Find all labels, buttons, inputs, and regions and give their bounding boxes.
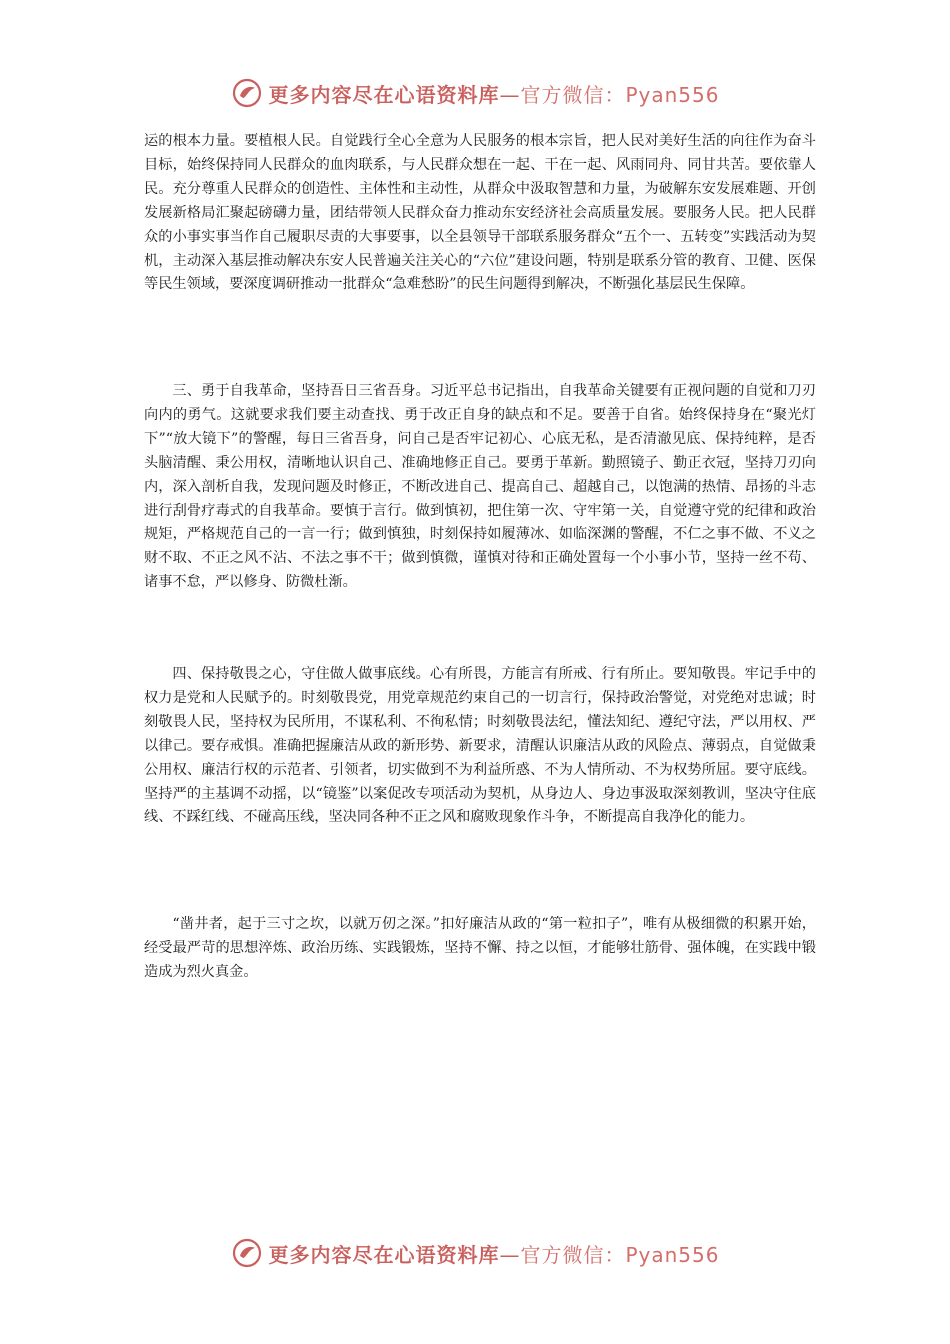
paragraph-section-three: 三、勇于自我革命，坚持吾日三省吾身。习近平总书记指出，自我革命关键要有正视问题的自觉和刀刃向内的勇气。这就要求我们要主动查找、勇于改正自身的缺点和不足。要善于自省。始终保持身在“聚光灯下”“放大镜下”的警醒，每日三省吾身，问自己是否牢记初心、心底无私，是否清澈见底、保持纯粹，是否头脑清醒、秉公用权，清晰地认识自己、准确地修正自己。要勇于革新。勤照镜子、勤正衣冠，坚持刀刃向内，深入剖析自我，发现问题及时修正，不断改进自己、提高自己、超越自己，以饱满的热情、昂扬的斗志进行刮骨疗毒式的自我革命。要慎于言行。做到慎初，把住第一次、守牢第一关，自觉遵守党的纪律和政治规矩，严格规范自己的一言一行；做到慎独，时刻保持如履薄冰、如临深渊的警醒，不仁之事不做、不义之财不取、不正之风不沾、不法之事不干；做到慎微，谨慎对待和正确处置每一个小事小节，坚持一丝不苟、诸事不怠，严以修身、防微杜渐。 — [144, 383, 816, 591]
brand-logo-icon — [230, 76, 264, 110]
footer-separator: — — [499, 1242, 521, 1267]
header-banner-text — [268, 79, 719, 108]
header-banner — [0, 73, 950, 113]
footer-banner — [0, 1233, 950, 1273]
footer-banner-text — [268, 1239, 719, 1268]
brand-logo-icon — [230, 1236, 264, 1270]
footer-wechat: 官方微信：Pyan556 — [520, 1242, 720, 1267]
header-brand: 更多内容尽在心语资料库 — [268, 82, 500, 107]
header-wechat: 官方微信：Pyan556 — [520, 82, 720, 107]
paragraph-conclusion: “凿井者，起于三寸之坎，以就万仞之深。”扣好廉洁从政的“第一粒扣子”，唯有从极细微的积累开始，经受最严苛的思想淬炼、政治历练、实践锻炼，坚持不懈、持之以恒，才能够壮筋骨、强体魄，在实践中锻造成为烈火真金。 — [144, 916, 816, 980]
paragraph-continuation: 运的根本力量。要植根人民。自觉践行全心全意为人民服务的根本宗旨，把人民对美好生活的向往作为奋斗目标，始终保持同人民群众的血肉联系，与人民群众想在一起、干在一起、风雨同舟、同甘共苦。要依靠人民。充分尊重人民群众的创造性、主体性和主动性，从群众中汲取智慧和力量，为破解东安发展难题、开创发展新格局汇聚起磅礴力量，团结带领人民群众奋力推动东安经济社会高质量发展。要服务人民。把人民群众的小事实事当作自己履职尽责的大事要事，以全县领导干部联系服务群众“五个一、五转变”实践活动为契机，主动深入基层推动解决东安人民普遍关注关心的“六位”建设问题，特别是联系分管的教育、卫健、医保等民生领域，要深度调研推动一批群众“急难愁盼”的民生问题得到解决，不断强化基层民生保障。 — [144, 133, 816, 293]
footer-brand: 更多内容尽在心语资料库 — [268, 1242, 500, 1267]
header-separator: — — [499, 82, 521, 107]
paragraph-section-four: 四、保持敬畏之心，守住做人做事底线。心有所畏，方能言有所戒、行有所止。要知敬畏。牢记手中的权力是党和人民赋予的。时刻敬畏党，用党章规范约束自己的一切言行，保持政治警觉，对党绝对忠诚；时刻敬畏人民，坚持权为民所用，不谋私利、不徇私情；时刻敬畏法纪，懂法知纪、遵纪守法，严以用权、严以律己。要存戒惧。准确把握廉洁从政的新形势、新要求，清醒认识廉洁从政的风险点、薄弱点，自觉做秉公用权、廉洁行权的示范者、引领者，切实做到不为利益所惑、不为人情所动、不为权势所屈。要守底线。坚持严的主基调不动摇，以“镜鉴”以案促改专项活动为契机，从身边人、身边事汲取深刻教训，坚决守住底线、不踩红线、不碰高压线，坚决同各种不正之风和腐败现象作斗争，不断提高自我净化的能力。 — [144, 666, 816, 826]
